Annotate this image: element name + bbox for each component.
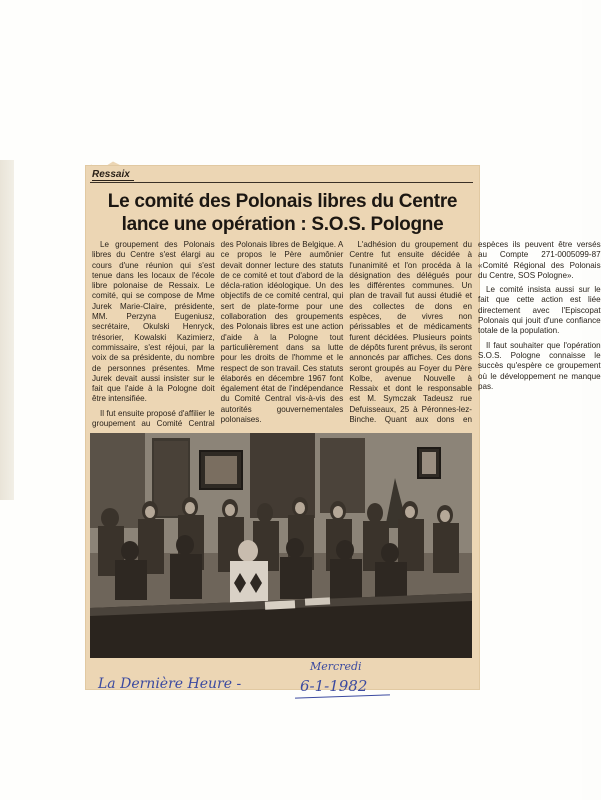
article-paragraph: Le groupement des Polonais libres du Centre s'est élargi au cours d'une réunion qui s'est tenue dans les locaux de l'école libre polonaise de Ressaix. Le comité, qui se compose de Mme Jurek Marie-Claire, présidente, MM. Perzyna Eugeniusz, secrétaire, Okulski Henryck, trésorier, Kowalski Kazimierz, commissaire, s'est réjoui, par la voix de sa présidente, du nombre de personnes présentes. Mme Jurek devait aussi insister sur le fait que l'aide à la Pologne doit être intensifiée. <box>92 240 215 404</box>
headline-line-1: Le comité des Polonais libres du Centre <box>107 191 458 212</box>
handwritten-weekday: Mercredi <box>310 660 362 673</box>
meeting-photo <box>90 433 472 658</box>
article-paragraph: L'adhésion du groupement du Centre fut ensuite décidée à l'unanimité et l'on procéda à la désignation des délégués pour les différentes communes. Un plan de travail fut aussi étudié et des collectes de dons en espèces, de vivres non périssables et de médicaments furent décidées. Plusieurs points de dépôts furent prévus, ils seront annoncés par affiches. Ces dons seront groupés au Foyer du Père Kolbe, avenue Nouvelle à Ressaix et dont le responsable est M. Symczak Tadeusz rue Defuisseaux, 25 à Péronnes-lez-Binche. Quant aux dons en espèces ils peuvent être versés au Compte 271-0005099-87 «Comité Régional des Polonais du Centre, SOS Pologne». <box>349 240 601 425</box>
article-paragraph: Il fut ensuite proposé d'affilier le groupement au Comité Central des Polonais libres de Belgique. A ce propos le Père aumônier devait donner lecture des statuts de ce comité et tout d'abord de la décla-ration idéologique. Un des objectifs de ce comité central, qui sert de plate-forme pour une collaboration des groupements des Polonais libres est une action d'aide à la Pologne tout particulièrement dans sa lutte pour les droits de l'homme et le respect de son travail. Ces statuts élaborés en décembre 1967 font également état de l'indépendance du Comité Central vis-à-vis des autorités gouvernementales polonaises. <box>92 240 344 429</box>
header-rule <box>90 182 473 183</box>
neighbouring-clipping-fragment <box>0 160 14 500</box>
headline <box>90 190 475 236</box>
article-body <box>92 240 601 432</box>
section-label: Ressaix <box>92 169 134 181</box>
article-paragraph: Il faut souhaiter que l'opération S.O.S. Pologne connaisse le succès qu'espère ce groupement où le développement ne manque pas. <box>477 340 601 391</box>
article-paragraph: Le comité insista aussi sur le fait que cette action est liée directement avec l'Episcopat Polonais qui jouit d'une confiance totale de la population. <box>477 285 601 336</box>
headline-line-2: lance une opération : S.O.S. Pologne <box>121 214 444 235</box>
handwritten-date: 6-1-1982 <box>300 677 368 695</box>
handwritten-newspaper-name: La Dernière Heure - <box>98 676 242 692</box>
group-photo-illustration <box>90 433 472 658</box>
